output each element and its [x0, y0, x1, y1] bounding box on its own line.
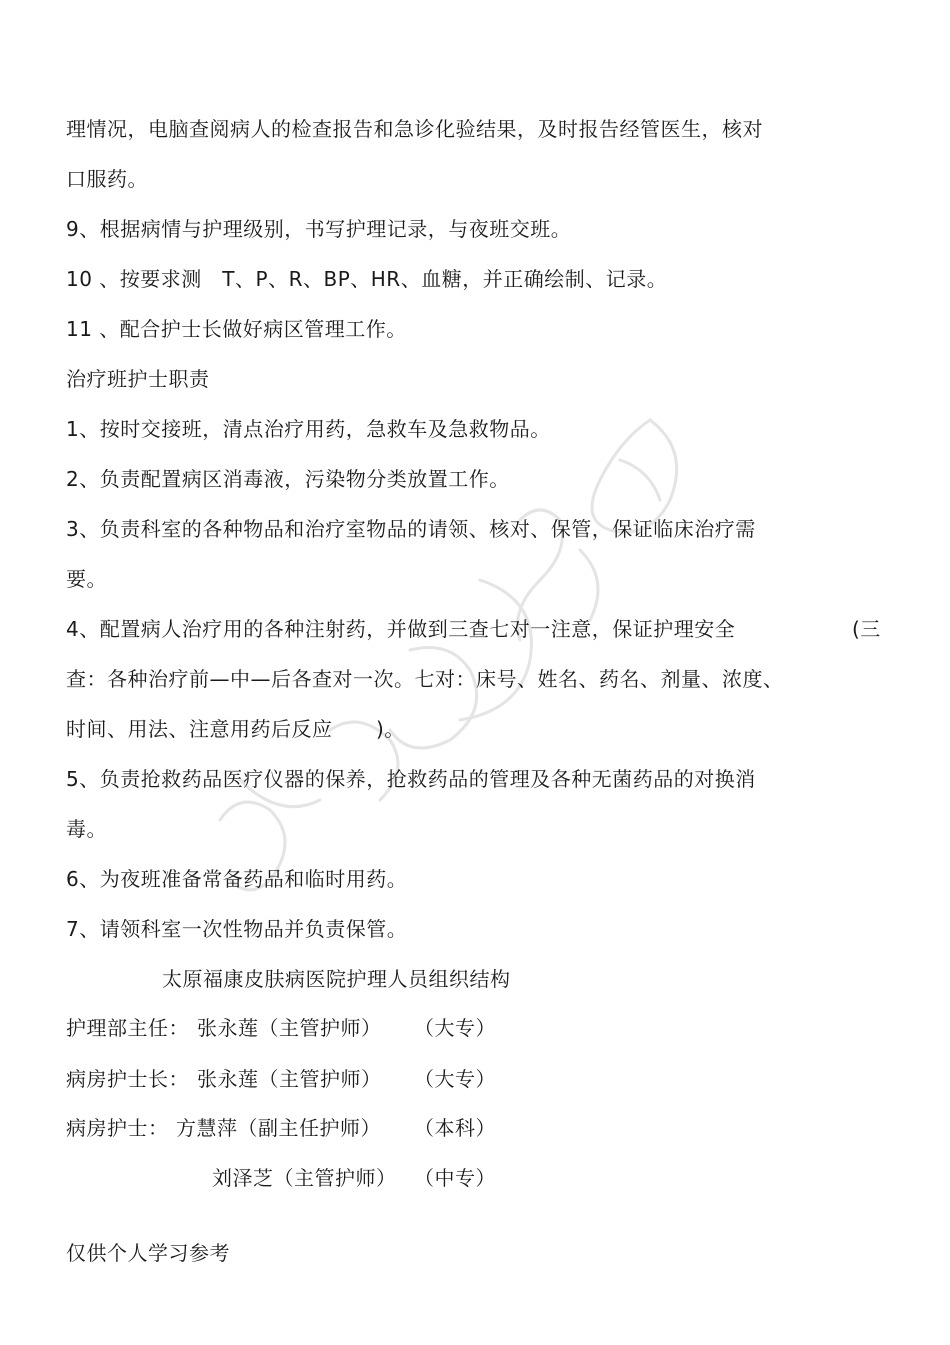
org-education: （大专） [414, 1016, 496, 1040]
duty-item-2: 2、负责配置病区消毒液，污染物分类放置工作。 [66, 467, 510, 491]
duty-item-3-end: 要。 [66, 567, 107, 591]
duty-item-6: 6、为夜班准备常备药品和临时用药。 [66, 867, 408, 891]
duty-item-4-cont: 查：各种治疗前—中—后各查对一次。七对：床号、姓名、药名、剂量、浓度、 [66, 667, 784, 691]
duty-item-4-paren: (三 [852, 617, 881, 641]
duty-item-5-end: 毒。 [66, 817, 107, 841]
duty-item-4-close: )。 [376, 717, 405, 741]
duty-item-4: 4、配置病人治疗用的各种注射药，并做到三查七对一注意，保证护理安全 [66, 617, 736, 641]
org-education: （中专） [414, 1166, 496, 1190]
duty-item-10: 10 、按要求测 T、P、R、BP、HR、血糖，并正确绘制、记录。 [66, 267, 668, 291]
duty-item-4-end: 时间、用法、注意用药后反应 [66, 717, 333, 741]
org-role: 护理部主任： [66, 1016, 189, 1040]
org-person: 张永莲（主管护师） [197, 1067, 382, 1091]
org-role: 病房护士长： [66, 1067, 189, 1091]
org-person: 方慧萍（副主任护师） [176, 1116, 381, 1140]
duty-item-1: 1、按时交接班，清点治疗用药，急救车及急救物品。 [66, 417, 551, 441]
section-heading: 治疗班护士职责 [66, 367, 210, 391]
continuation-line: 理情况，电脑查阅病人的检查报告和急诊化验结果，及时报告经管医生，核对 [66, 117, 763, 141]
org-person: 张永莲（主管护师） [197, 1016, 382, 1040]
org-title: 太原福康皮肤病医院护理人员组织结构 [162, 967, 511, 991]
org-education: （大专） [414, 1067, 496, 1091]
footer-note: 仅供个人学习参考 [66, 1241, 230, 1265]
duty-item-3: 3、负责科室的各种物品和治疗室物品的请领、核对、保管，保证临床治疗需 [66, 517, 756, 541]
org-person: 刘泽芝（主管护师） [212, 1166, 397, 1190]
duty-item-11: 11 、配合护士长做好病区管理工作。 [66, 317, 407, 341]
continuation-line-end: 口服药。 [66, 167, 148, 191]
duty-item-5: 5、负责抢救药品医疗仪器的保养，抢救药品的管理及各种无菌药品的对换消 [66, 767, 756, 791]
org-role: 病房护士： [66, 1116, 169, 1140]
org-education: （本科） [414, 1116, 496, 1140]
duty-item-7: 7、请领科室一次性物品并负责保管。 [66, 917, 408, 941]
duty-item-9: 9、根据病情与护理级别，书写护理记录，与夜班交班。 [66, 217, 572, 241]
